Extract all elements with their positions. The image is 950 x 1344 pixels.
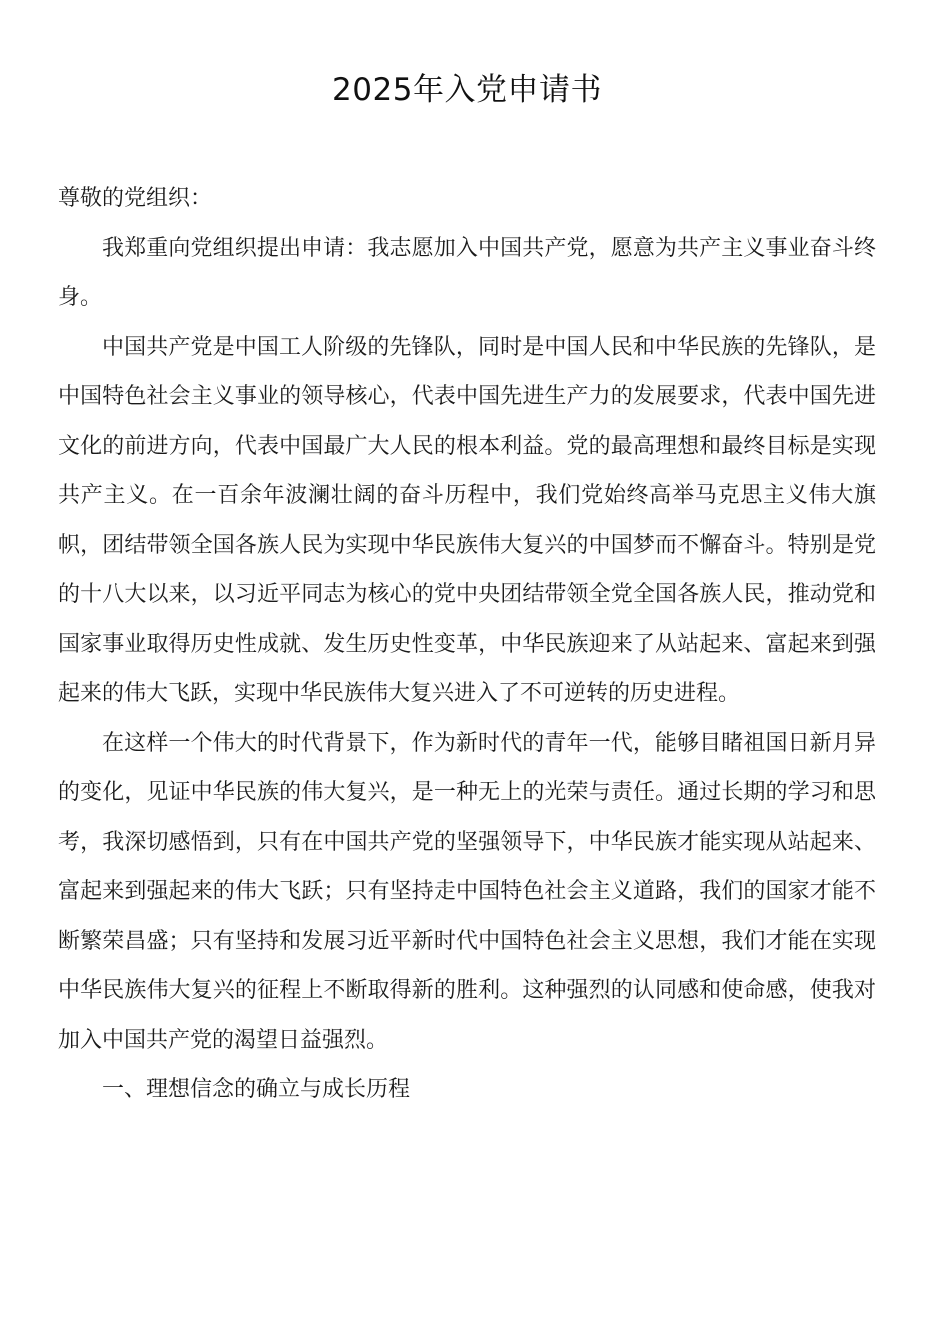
document-title: 2025年入党申请书 bbox=[332, 72, 602, 108]
paragraph-application: 我郑重向党组织提出申请：我志愿加入中国共产党，愿意为共产主义事业奋斗终身。 bbox=[58, 235, 876, 310]
salutation: 尊敬的党组织： bbox=[58, 186, 213, 211]
section-heading: 一、理想信念的确立与成长历程 bbox=[102, 1077, 411, 1102]
paragraph-party-nature: 中国共产党是中国工人阶级的先锋队，同时是中国人民和中华民族的先锋队，是中国特色社会主义事业的领导核心，代表中国先进生产力的发展要求，代表中国先进文化的前进方向，代表中国最广大人民的根本利益。党的最高理想和最终目标是实现共产主义。在一百余年波澜壮阔的奋斗历程中，我们党始终高举马克思主义伟大旗帜，团结带领全国各族人民为实现中华民族伟大复兴的中国梦而不懈奋斗。特别是党的十八大以来，以习近平同志为核心的党中央团结带领全党全国各族人民，推动党和国家事业取得历史性成就、发生历史性变革，中华民族迎来了从站起来、富起来到强起来的伟大飞跃，实现中华民族伟大复兴进入了不可逆转的历史进程。 bbox=[58, 334, 876, 706]
paragraph-motivation: 在这样一个伟大的时代背景下，作为新时代的青年一代，能够目睹祖国日新月异的变化，见证中华民族的伟大复兴，是一种无上的光荣与责任。通过长期的学习和思考，我深切感悟到，只有在中国共产党的坚强领导下，中华民族才能实现从站起来、富起来到强起来的伟大飞跃；只有坚持走中国特色社会主义道路，我们的国家才能不断繁荣昌盛；只有坚持和发展习近平新时代中国特色社会主义思想，我们才能在实现中华民族伟大复兴的征程上不断取得新的胜利。这种强烈的认同感和使命感，使我对加入中国共产党的渴望日益强烈。 bbox=[58, 730, 876, 1053]
